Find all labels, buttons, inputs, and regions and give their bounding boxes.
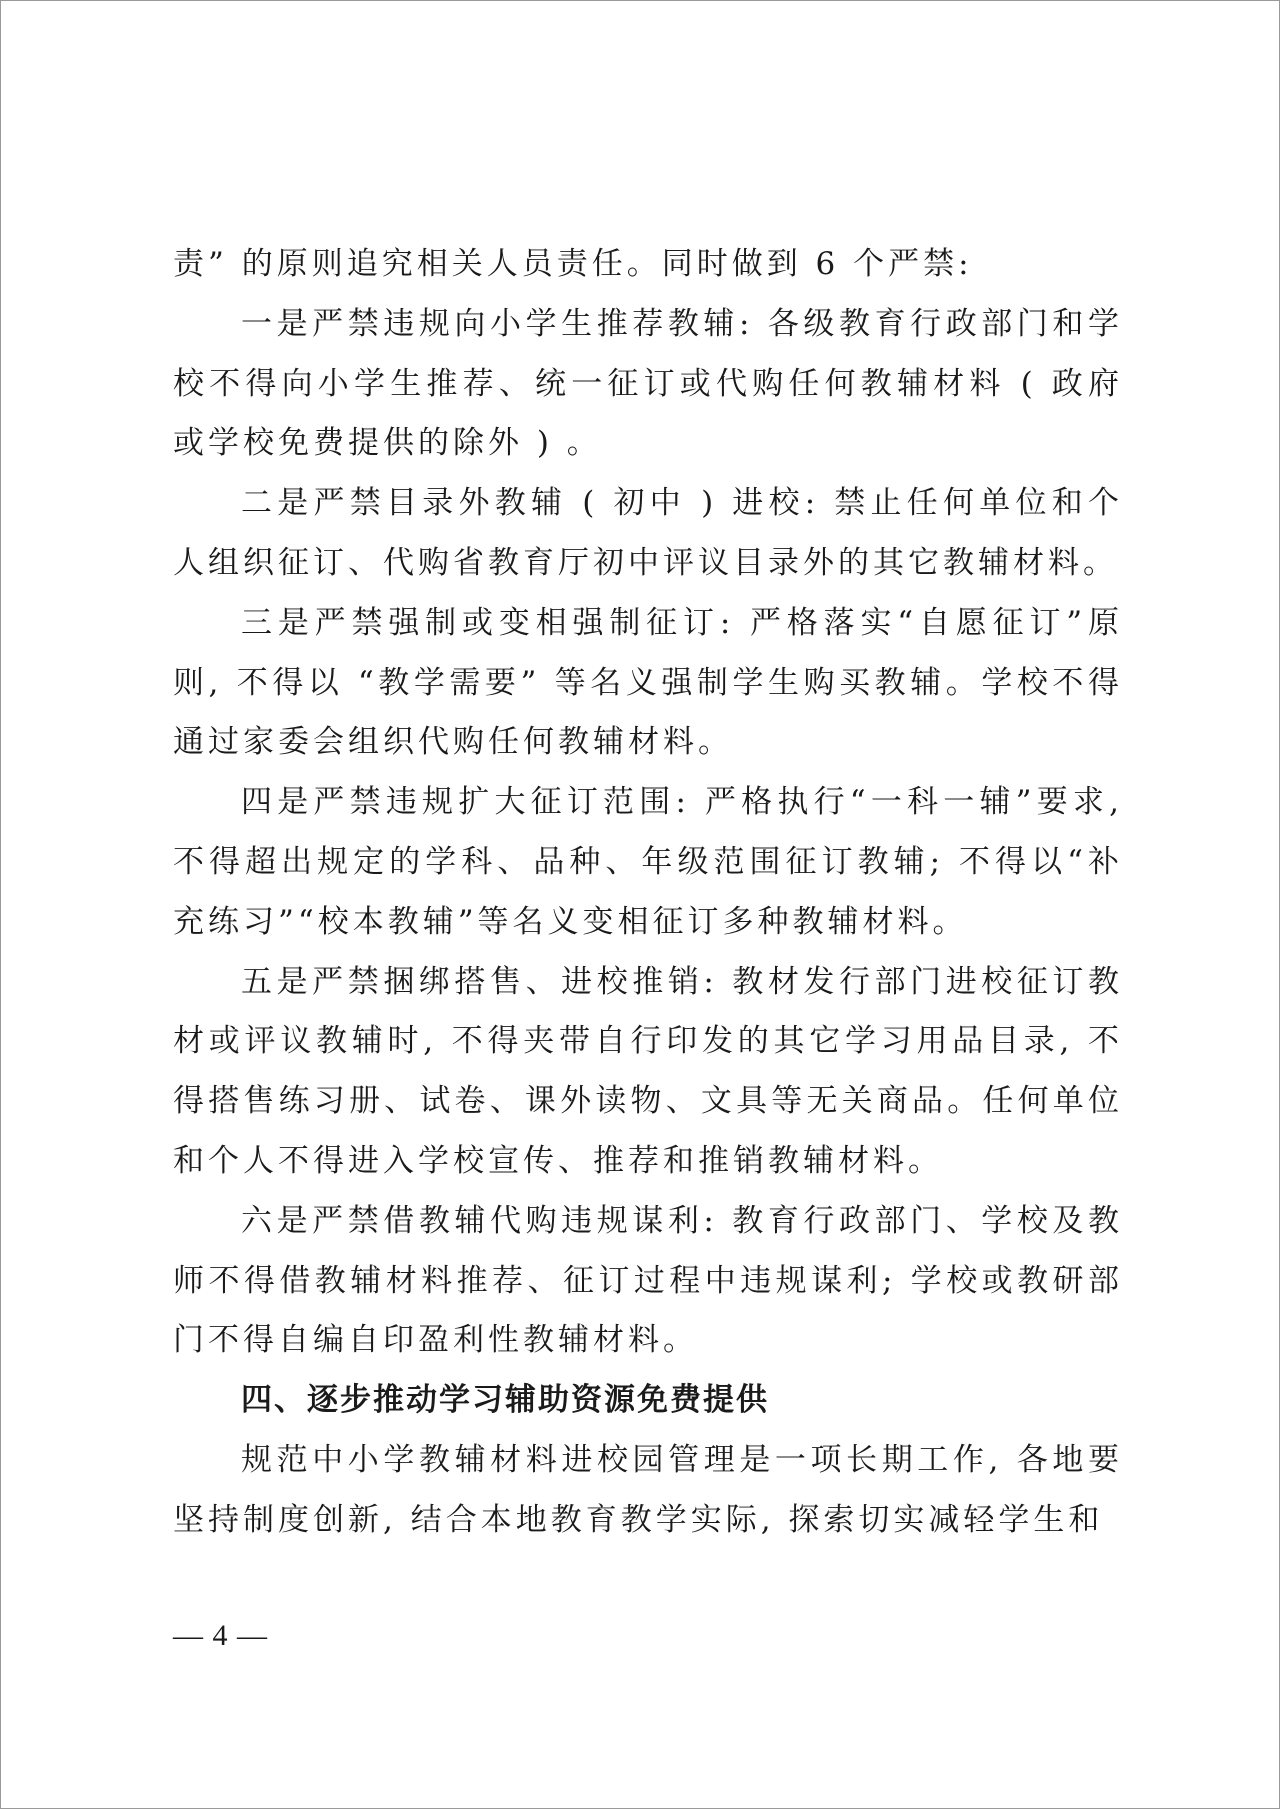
- page-number: — 4 —: [173, 1619, 268, 1652]
- body-text: [173, 235, 1123, 1551]
- paragraph-prohibition-2: 二是严禁目录外教辅 ( 初中 ) 进校: 禁止任何单位和个人组织征订、代购省教育厅初中评议目录外的其它教辅材料。: [173, 485, 1123, 581]
- paragraph-prohibition-5: 五是严禁捆绑搭售、进校推销: 教材发行部门进校征订教材或评议教辅时, 不得夹带自行印发的其它学习用品目录, 不得搭售练习册、试卷、课外读物、文具等无关商品。任何单位和个人不得进入学校宣传、推荐和推销教辅材料。: [173, 963, 1123, 1179]
- section-heading: 四、逐步推动学习辅助资源免费提供: [241, 1382, 769, 1419]
- paragraph-prohibition-3: 三是严禁强制或变相强制征订: 严格落实“自愿征订”原则, 不得以 “教学需要” 等名义强制学生购买教辅。学校不得通过家委会组织代购任何教辅材料。: [173, 604, 1123, 761]
- paragraph-prohibition-6: 六是严禁借教辅代购违规谋利: 教育行政部门、学校及教师不得借教辅材料推荐、征订过程中违规谋利; 学校或教研部门不得自编自印盈利性教辅材料。: [173, 1202, 1123, 1359]
- paragraph-prohibition-1: 一是严禁违规向小学生推荐教辅: 各级教育行政部门和学校不得向小学生推荐、统一征订或代购任何教辅材料 ( 政府或学校免费提供的除外 ) 。: [173, 305, 1123, 462]
- paragraph-section-body: 规范中小学教辅材料进校园管理是一项长期工作, 各地要坚持制度创新, 结合本地教育教学实际, 探索切实减轻学生和: [173, 1441, 1123, 1538]
- paragraph-prohibition-4: 四是严禁违规扩大征订范围: 严格执行“一科一辅”要求, 不得超出规定的学科、品种、年级范围征订教辅; 不得以“补充练习”“校本教辅”等名义变相征订多种教辅材料。: [173, 784, 1123, 940]
- paragraph-continuation: 责” 的原则追究相关人员责任。同时做到 6 个严禁:: [173, 246, 973, 282]
